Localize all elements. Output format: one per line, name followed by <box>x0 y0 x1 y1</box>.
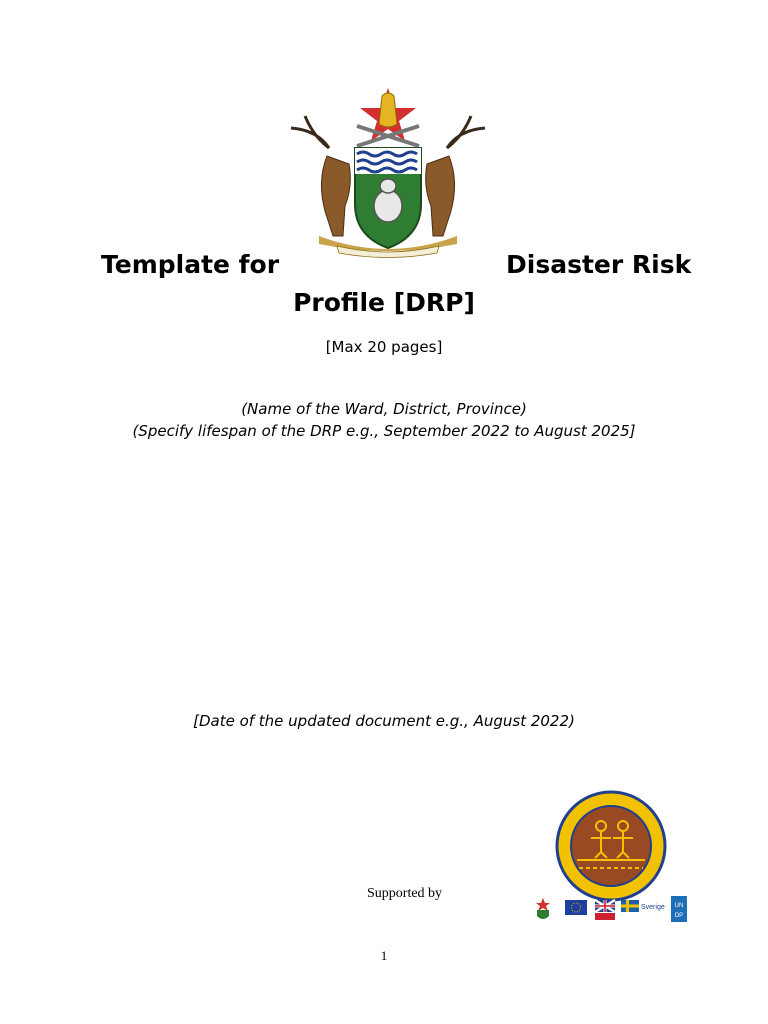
coat-of-arms-logo <box>287 86 489 258</box>
document-title-line-2: Profile [DRP] <box>293 288 475 317</box>
date-placeholder: [Date of the updated document e.g., August 2022) <box>193 712 575 730</box>
zimbabwe-emblem-icon <box>533 898 553 920</box>
title-left-text: Template for <box>101 250 280 279</box>
resilience-fund-logo <box>555 790 667 902</box>
partner-logos-strip <box>533 896 688 926</box>
svg-text:UN: UN <box>674 903 684 909</box>
supported-by-label: Supported by <box>367 886 443 901</box>
page-limit-note: [Max 20 pages] <box>325 338 443 356</box>
uk-aid-icon <box>595 900 615 920</box>
sverige-logo-text: Sverige <box>641 904 665 911</box>
title-right-text: Disaster Risk <box>506 250 692 279</box>
document-title-line-1 <box>0 250 768 284</box>
undp-logo-icon <box>671 896 687 922</box>
svg-text:DP: DP <box>674 913 684 919</box>
sweden-flag-icon <box>621 900 639 912</box>
eu-flag-icon <box>565 900 587 915</box>
location-placeholder: (Name of the Ward, District, Province) <box>241 400 527 418</box>
page-number: 1 <box>380 948 388 963</box>
lifespan-placeholder: (Specify lifespan of the DRP e.g., September 2022 to August 2025] <box>132 422 636 440</box>
